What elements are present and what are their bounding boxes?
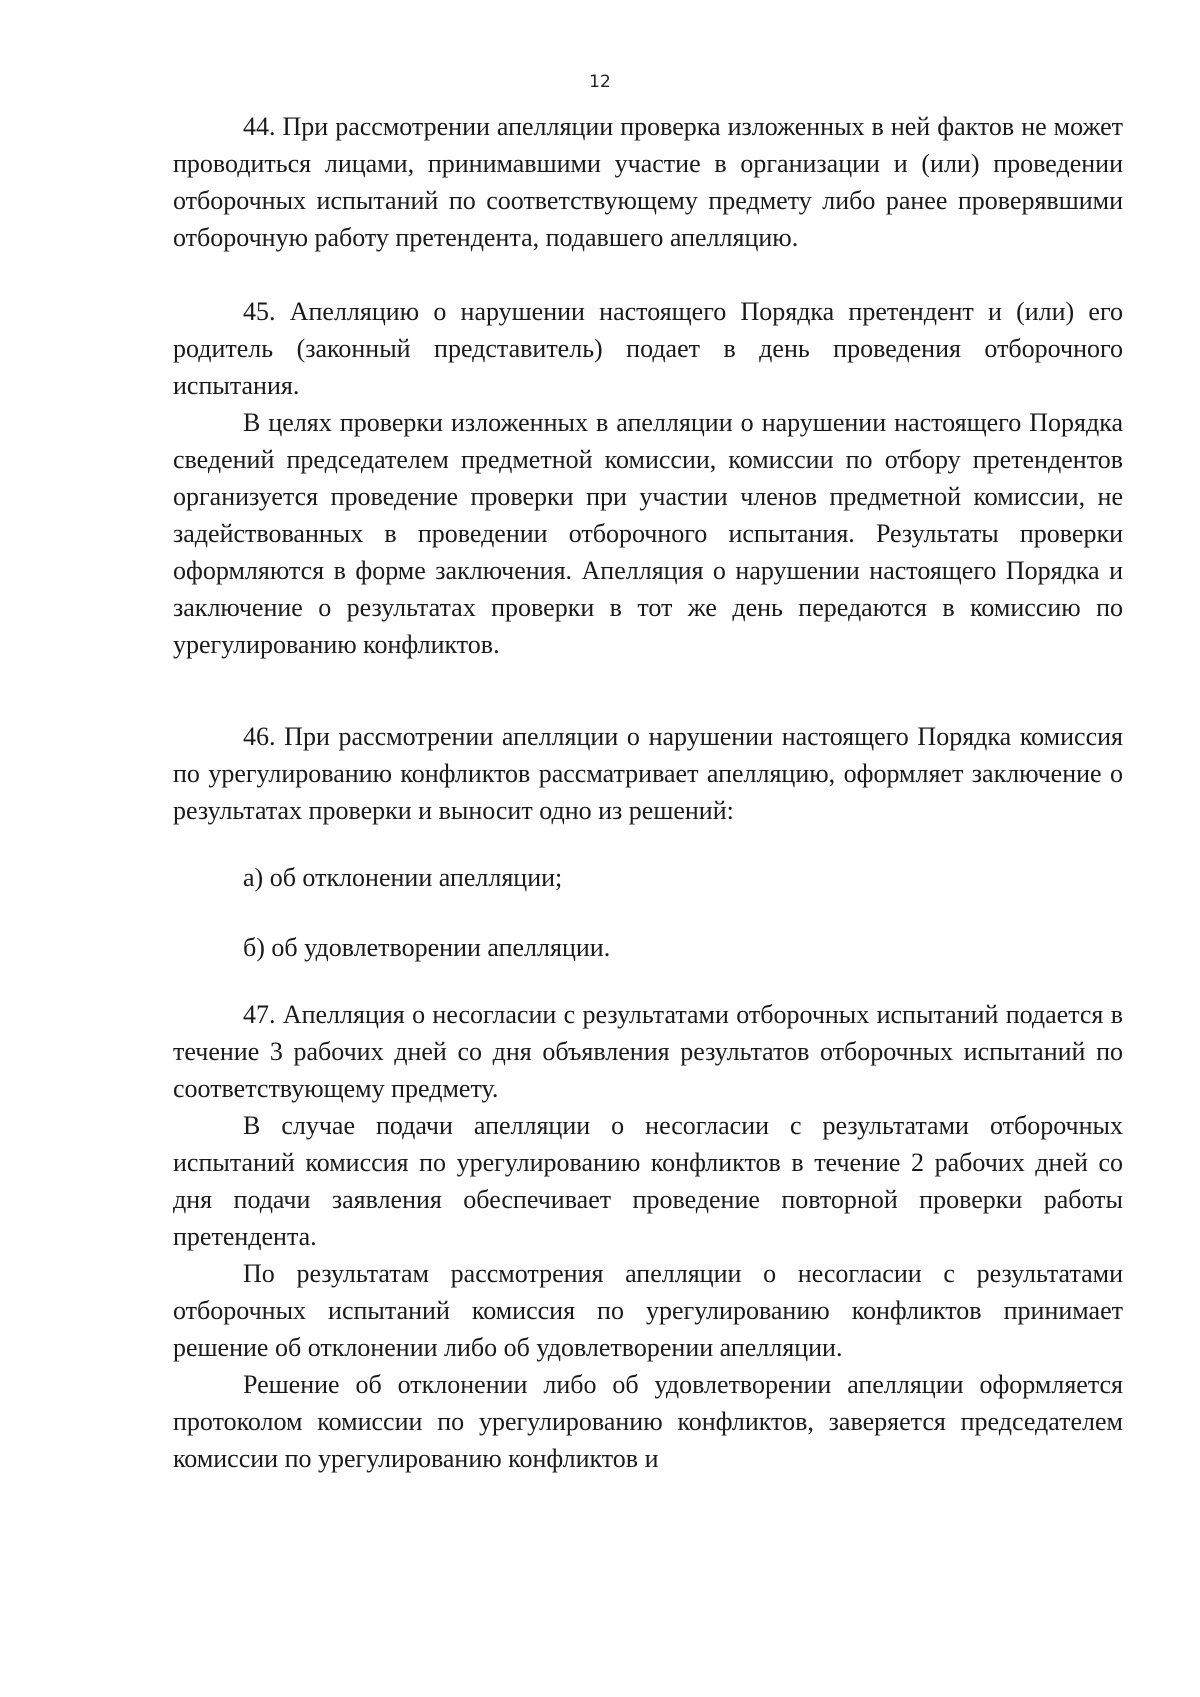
page-number: 12 <box>589 72 611 92</box>
paragraph-47-recheck: В случае подачи апелляции о несогласии с результатами отборочных испытаний комиссия по урегулированию конфликтов в течение 2 рабочих дней со дня подачи заявления обеспечивает проведение повторной проверки работы претендента. <box>173 1111 1123 1251</box>
paragraph-47: 47. Апелляция о несогласии с результатами отборочных испытаний подается в течение 3 рабочих дней со дня объявления результатов отборочных испытаний по соответствующему предмету. <box>173 1000 1123 1103</box>
paragraph-45: 45. Апелляцию о нарушении настоящего Порядка претендент и (или) его родитель (законный представитель) подает в день проведения отборочного испытания. <box>173 297 1123 400</box>
paragraph-47-protocol: Решение об отклонении либо об удовлетворении апелляции оформляется протоколом комиссии по урегулированию конфликтов, заверяется председателем комиссии по урегулированию конфликтов и <box>173 1370 1123 1473</box>
paragraph-46: 46. При рассмотрении апелляции о нарушении настоящего Порядка комиссия по урегулированию конфликтов рассматривает апелляцию, оформляет заключение о результатах проверки и выносит одно из решений: <box>173 722 1123 825</box>
list-item-a: а) об отклонении апелляции; <box>243 863 563 892</box>
paragraph-47-decision: По результатам рассмотрения апелляции о несогласии с результатами отборочных испытаний комиссия по урегулированию конфликтов принимает решение об отклонении либо об удовлетворении апелляции. <box>173 1259 1123 1362</box>
paragraph-44: 44. При рассмотрении апелляции проверка изложенных в ней фактов не может проводиться лицами, принимавшими участие в организации и (или) проведении отборочных испытаний по соответствующему предмету либо ранее проверявшими отборочную работу претендента, подавшего апелляцию. <box>173 112 1123 252</box>
list-item-b: б) об удовлетворении апелляции. <box>243 933 611 962</box>
paragraph-45-verification: В целях проверки изложенных в апелляции о нарушении настоящего Порядка сведений председателем предметной комиссии, комиссии по отбору претендентов организуется проведение проверки при участии членов предметной комиссии, не задействованных в проведении отборочного испытания. Результаты проверки оформляются в форме заключения. Апелляция о нарушении настоящего Порядка и заключение о результатах проверки в тот же день передаются в комиссию по урегулированию конфликтов. <box>173 408 1123 659</box>
document-body <box>173 108 1123 1477</box>
